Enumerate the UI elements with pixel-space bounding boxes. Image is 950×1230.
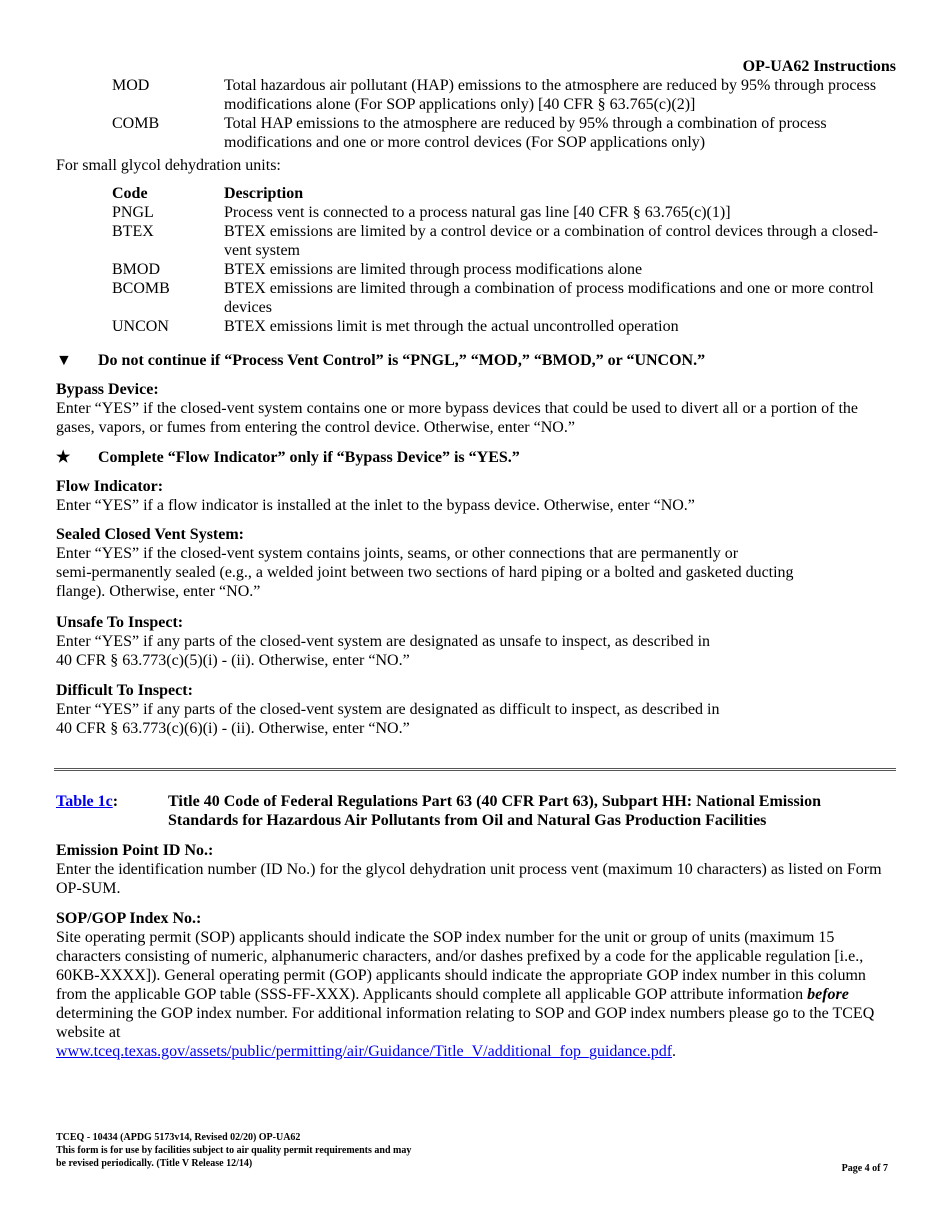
code-cell: COMB bbox=[112, 115, 160, 132]
document-header-title: OP-UA62 Instructions bbox=[742, 58, 896, 75]
section-body-line: Enter “YES” if any parts of the closed-vent system are designated as difficult to inspect, as described in bbox=[56, 701, 720, 718]
unsafe-to-inspect-section bbox=[56, 613, 896, 670]
emission-point-section bbox=[56, 841, 896, 898]
sealed-closed-vent-section bbox=[56, 525, 896, 601]
star-icon: ★ bbox=[56, 449, 71, 466]
section-heading: Flow Indicator: bbox=[56, 478, 164, 495]
small-units-codes-table bbox=[112, 184, 896, 336]
emphasis-text: before bbox=[807, 986, 849, 1003]
section-heading: SOP/GOP Index No.: bbox=[56, 910, 202, 927]
footer-line: TCEQ - 10434 (APDG 5173v14, Revised 02/20) OP-UA62 bbox=[56, 1132, 301, 1143]
description-cell: BTEX emissions are limited by a control device or a combination of control devices through a closed-vent system bbox=[224, 223, 879, 259]
code-column-header: Code bbox=[112, 185, 148, 202]
description-cell: BTEX emissions limit is met through the actual uncontrolled operation bbox=[224, 318, 679, 335]
section-heading: Unsafe To Inspect: bbox=[56, 614, 184, 631]
code-cell: BMOD bbox=[112, 261, 161, 278]
star-note-text: Complete “Flow Indicator” only if “Bypass Device” is “YES.” bbox=[98, 449, 520, 466]
table-1c-title: Title 40 Code of Federal Regulations Part 63 (40 CFR Part 63), Subpart HH: National Emission Standards for Hazardous Air Pollutants from Oil and Natural Gas Production Facilities bbox=[168, 793, 822, 829]
code-cell: MOD bbox=[112, 77, 150, 94]
section-body-line: Enter “YES” if any parts of the closed-vent system are designated as unsafe to inspect, as described in bbox=[56, 633, 711, 650]
description-cell: Total hazardous air pollutant (HAP) emissions to the atmosphere are reduced by 95% through process modifications alone (For SOP applications only) [40 CFR § 63.765(c)(2)] bbox=[224, 77, 877, 113]
sop-gop-index-section bbox=[56, 909, 896, 1061]
section-body-line: flange). Otherwise, enter “NO.” bbox=[56, 583, 261, 600]
section-body: Enter the identification number (ID No.) for the glycol dehydration unit process vent (maximum 10 characters) as listed on Form OP-SUM. bbox=[56, 861, 882, 897]
table-row bbox=[112, 317, 896, 336]
code-cell: UNCON bbox=[112, 318, 169, 335]
difficult-to-inspect-section bbox=[56, 681, 896, 738]
code-cell: BTEX bbox=[112, 223, 154, 240]
small-units-intro: For small glycol dehydration units: bbox=[56, 157, 281, 174]
section-divider bbox=[54, 768, 896, 771]
section-heading: Bypass Device: bbox=[56, 381, 159, 398]
page-number: Page 4 of 7 bbox=[841, 1163, 888, 1174]
table-1c-link[interactable]: Table 1c bbox=[56, 793, 113, 810]
description-cell: Total HAP emissions to the atmosphere are reduced by 95% through a combination of process modifications and one or more control devices (For SOP applications only) bbox=[224, 115, 827, 151]
table-row bbox=[112, 203, 896, 222]
table-1c-heading bbox=[56, 792, 886, 830]
tceq-guidance-link[interactable]: www.tceq.texas.gov/assets/public/permitting/air/Guidance/Title_V/additional_fop_guidance.pdf bbox=[56, 1043, 673, 1060]
table-ref-colon: : bbox=[112, 793, 119, 810]
body-text-before: Site operating permit (SOP) applicants should indicate the SOP index number for the unit or group of units (maximum 15 characters consisting of numeric, alphanumeric characters, and/or dashes prefixed by a code for the applicable regulation [i.e., 60KB-XXXX]). General operating permit (GOP) applicants should indicate the appropriate GOP index number in this column from the applicable GOP table (SSS-FF-XXX). Applicants should complete all applicable GOP attribute information bbox=[56, 929, 866, 1003]
table-row bbox=[112, 279, 896, 317]
stop-note bbox=[56, 351, 705, 370]
section-heading: Difficult To Inspect: bbox=[56, 682, 193, 699]
section-heading: Emission Point ID No.: bbox=[56, 842, 214, 859]
code-cell: BCOMB bbox=[112, 280, 170, 297]
star-note bbox=[56, 448, 520, 467]
process-vent-codes-table bbox=[56, 76, 896, 152]
table-row bbox=[112, 222, 896, 260]
stop-note-text: Do not continue if “Process Vent Control” is “PNGL,” “MOD,” “BMOD,” or “UNCON.” bbox=[98, 352, 706, 369]
form-footer bbox=[56, 1131, 411, 1170]
code-cell: PNGL bbox=[112, 204, 154, 221]
table-row bbox=[56, 76, 896, 114]
table-row bbox=[56, 114, 896, 152]
description-cell: BTEX emissions are limited through process modifications alone bbox=[224, 261, 643, 278]
footer-line: be revised periodically. (Title V Release 12/14) bbox=[56, 1158, 253, 1169]
bypass-device-section bbox=[56, 380, 896, 437]
section-heading: Sealed Closed Vent System: bbox=[56, 526, 245, 543]
description-column-header: Description bbox=[224, 185, 304, 202]
body-period: . bbox=[672, 1043, 677, 1060]
section-body: Enter “YES” if the closed-vent system contains one or more bypass devices that could be used to divert all or a portion of the gases, vapors, or fumes from entering the control device. Otherwise, enter “NO.” bbox=[56, 400, 858, 436]
section-body-line: Enter “YES” if the closed-vent system contains joints, seams, or other connections that are permanently or bbox=[56, 545, 739, 562]
down-triangle-icon: ▼ bbox=[56, 352, 72, 369]
section-body: Enter “YES” if a flow indicator is installed at the inlet to the bypass device. Otherwise, enter “NO.” bbox=[56, 497, 695, 514]
section-body-line: semi-permanently sealed (e.g., a welded joint between two sections of hard piping or a bolted and gasketed ducting bbox=[56, 564, 794, 581]
footer-line: This form is for use by facilities subject to air quality permit requirements and may bbox=[56, 1145, 412, 1156]
description-cell: BTEX emissions are limited through a combination of process modifications and one or more control devices bbox=[224, 280, 874, 316]
section-body-line: 40 CFR § 63.773(c)(6)(i) - (ii). Otherwise, enter “NO.” bbox=[56, 720, 410, 737]
body-text-after: determining the GOP index number. For additional information relating to SOP and GOP index numbers please go to the TCEQ website at bbox=[56, 1005, 875, 1041]
table-row bbox=[112, 260, 896, 279]
description-cell: Process vent is connected to a process natural gas line [40 CFR § 63.765(c)(1)] bbox=[224, 204, 731, 221]
table-header-row bbox=[112, 184, 896, 203]
section-body-line: 40 CFR § 63.773(c)(5)(i) - (ii). Otherwise, enter “NO.” bbox=[56, 652, 410, 669]
section-body bbox=[56, 928, 896, 1061]
flow-indicator-section bbox=[56, 477, 896, 515]
